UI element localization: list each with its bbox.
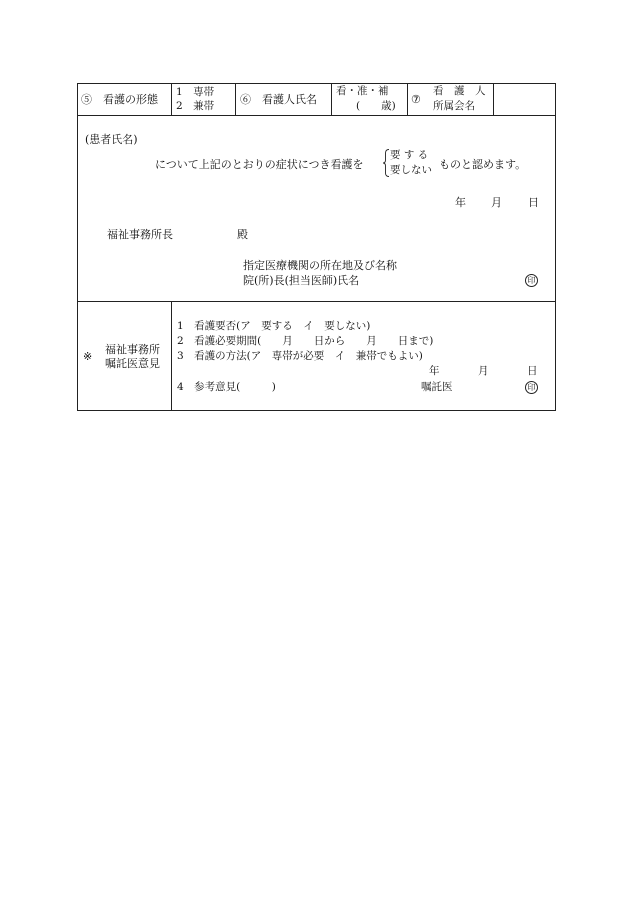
director-label: 院(所)長(担当医師)氏名 [243,274,360,287]
certificate-statement-suffix: ものと認めます。 [439,158,527,171]
certificate-statement-prefix: について上記のとおりの症状につき看護を [155,158,364,171]
divider-certificate-bottom [77,301,556,302]
addressee-honorific: 殿 [237,228,248,241]
opinion-seal-icon: 印 [525,381,538,394]
opinion-date-day: 日 [527,365,538,377]
opinion-item-1: 1 看護要否(ア 要する イ 要しない) [177,320,371,332]
affiliation-label-line1: 看 護 人 [433,85,486,97]
institution-label: 指定医療機関の所在地及び名称 [243,259,397,272]
affiliation-number: ⑦ [411,93,421,106]
divider-header-5 [493,83,494,115]
nursing-form-option-2: 2 兼帯 [176,100,215,112]
brace-icon [383,149,389,177]
opinion-label-line2: 嘱託医意見 [105,357,160,370]
certificate-date-day: 日 [528,196,539,209]
divider-opinion [171,301,172,411]
certificate-date-year: 年 [455,196,466,209]
divider-header-4 [407,83,408,115]
opinion-mark: ※ [83,350,93,363]
divider-header-3 [331,83,332,115]
divider-header-bottom [77,115,556,116]
opinion-item-4: 4 参考意見( ) [177,381,276,393]
seal-icon: 印 [525,274,538,287]
opinion-label-line1: 福祉事務所 [105,343,160,356]
consulting-doctor-label: 嘱託医 [421,381,453,393]
opinion-item-3: 3 看護の方法(ア 専帯が必要 イ 兼帯でもよい) [177,350,423,362]
divider-header-1 [171,83,172,115]
opinion-date-month: 月 [478,365,489,377]
affiliation-label-line2: 所属会名 [433,100,475,112]
nurse-type-label: 看・准・補 [336,85,389,97]
nurse-name-label: ⑥ 看護人氏名 [240,93,317,106]
divider-header-2 [235,83,236,115]
nursing-certificate-form [77,83,556,411]
nursing-form-option-1: 1 専帯 [176,86,215,98]
nurse-age-label: ( 歳) [356,100,396,112]
patient-name-label: (患者氏名) [85,133,138,146]
option-need: 要 す る [390,149,429,161]
addressee-label: 福祉事務所長 [107,228,173,241]
nursing-form-label: ⑤ 看護の形態 [81,93,158,106]
certificate-date-month: 月 [491,196,502,209]
opinion-item-2: 2 看護必要期間( 月 日から 月 日まで) [177,335,434,347]
option-no-need: 要しない [390,164,432,176]
opinion-date-year: 年 [429,365,440,377]
